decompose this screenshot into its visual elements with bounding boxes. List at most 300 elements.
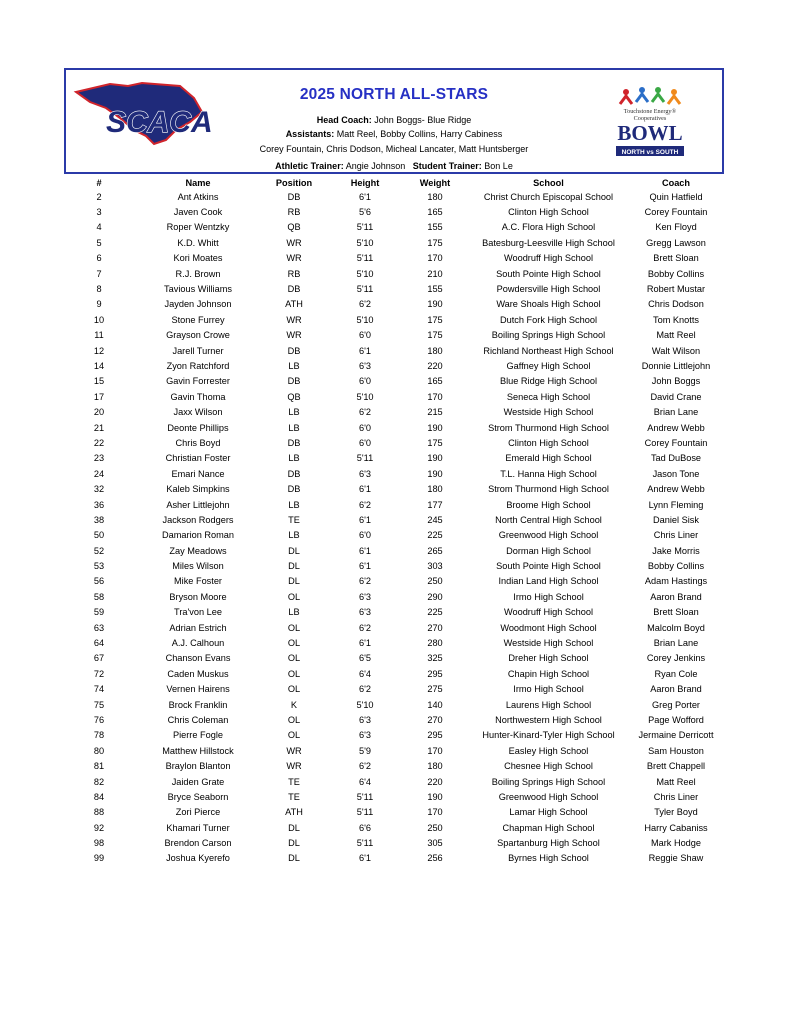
table-row	[60, 574, 725, 589]
player-school: Greenwood High School	[498, 791, 599, 802]
player-coach: Ryan Cole	[654, 668, 698, 679]
player-position: DB	[287, 284, 301, 295]
player-name: Christian Foster	[165, 453, 231, 464]
player-number: 64	[93, 638, 105, 649]
player-school: Woodruff High School	[503, 607, 594, 618]
player-coach: Sam Houston	[648, 745, 704, 756]
player-number: 9	[96, 299, 102, 310]
player-height: 6'1	[359, 345, 371, 356]
player-name: Jarell Turner	[172, 345, 224, 356]
player-name: Zay Meadows	[169, 545, 227, 556]
player-number: 76	[93, 714, 105, 725]
player-name: Pierre Fogle	[172, 730, 224, 741]
player-height: 6'3	[359, 714, 371, 725]
player-number: 67	[93, 653, 105, 664]
player-position: OL	[287, 653, 301, 664]
player-coach: Bobby Collins	[647, 268, 705, 279]
player-number: 11	[94, 330, 104, 341]
player-height: 6'1	[359, 484, 371, 495]
table-row	[60, 297, 725, 312]
player-position: OL	[287, 730, 301, 741]
table-row	[60, 851, 725, 866]
table-row	[60, 543, 725, 558]
player-weight: 305	[427, 838, 443, 849]
table-row	[60, 266, 725, 281]
player-weight: 165	[427, 207, 443, 218]
player-coach: Andrew Webb	[647, 422, 705, 433]
player-height: 6'3	[359, 360, 371, 371]
player-weight: 220	[427, 360, 443, 371]
player-weight: 177	[427, 499, 443, 510]
player-school: Strom Thurmond High School	[488, 484, 609, 495]
player-coach: Gregg Lawson	[646, 237, 706, 248]
player-weight: 155	[427, 222, 443, 233]
player-school: Richland Northeast High School	[483, 345, 614, 356]
player-name: A.J. Calhoun	[171, 638, 225, 649]
col-header-weight: Weight	[419, 177, 451, 188]
player-school: Lamar High School	[509, 807, 588, 818]
player-number: 7	[96, 268, 102, 279]
player-weight: 175	[427, 314, 443, 325]
player-name: Damarion Roman	[162, 530, 234, 541]
player-weight: 265	[427, 545, 443, 556]
player-coach: Chris Liner	[653, 791, 699, 802]
bowl-logo	[612, 84, 688, 162]
player-height: 6'1	[359, 561, 371, 572]
col-header-school: School	[533, 177, 564, 188]
player-position: QB	[287, 222, 301, 233]
player-coach: Brett Sloan	[653, 607, 699, 618]
table-row	[60, 281, 725, 296]
people-figures-icon	[620, 87, 680, 104]
player-name: Deonte Phillips	[167, 422, 229, 433]
player-weight: 190	[427, 299, 443, 310]
table-row	[60, 251, 725, 266]
player-number: 53	[93, 561, 105, 572]
scaca-logo-text: SCACA	[106, 106, 213, 139]
player-height: 6'0	[359, 330, 371, 341]
player-school: Emerald High School	[505, 453, 592, 464]
player-height: 5'11	[356, 253, 374, 264]
player-name: Emari Nance	[171, 468, 225, 479]
player-position: DL	[288, 853, 300, 864]
player-name: Chanson Evans	[165, 653, 231, 664]
bowl-line1: Touchstone Energy®	[623, 108, 677, 115]
table-row	[60, 358, 725, 373]
player-school: T.L. Hanna High School	[500, 468, 597, 479]
player-coach: Jake Morris	[652, 545, 700, 556]
player-school: Woodmont High School	[500, 622, 597, 633]
player-weight: 256	[427, 853, 443, 864]
player-coach: Matt Reel	[656, 776, 696, 787]
player-position: LB	[288, 422, 300, 433]
player-weight: 175	[427, 330, 443, 341]
player-coach: Aaron Brand	[650, 591, 702, 602]
player-name: Stone Furrey	[171, 314, 225, 325]
player-position: WR	[286, 253, 302, 264]
player-weight: 180	[427, 761, 443, 772]
player-number: 75	[93, 699, 105, 710]
player-name: Asher Littlejohn	[166, 499, 230, 510]
player-name: Javen Cook	[173, 207, 223, 218]
player-height: 6'2	[359, 299, 371, 310]
roster-table	[60, 176, 725, 866]
col-header-coach: Coach	[661, 177, 691, 188]
table-row	[60, 820, 725, 835]
player-position: RB	[287, 268, 301, 279]
bowl-word: BOWL	[617, 121, 683, 145]
player-weight: 180	[427, 191, 443, 202]
player-name: Braylon Blanton	[165, 761, 231, 772]
player-number: 82	[93, 776, 105, 787]
player-name: Khamari Turner	[166, 822, 230, 833]
player-position: TE	[288, 776, 300, 787]
player-number: 22	[93, 437, 105, 448]
player-position: WR	[286, 745, 302, 756]
player-name: Mike Foster	[174, 576, 222, 587]
player-number: 32	[93, 484, 105, 495]
athletic-trainer-value: Angie Johnson	[345, 161, 406, 171]
table-row	[60, 682, 725, 697]
player-school: Chapin High School	[507, 668, 590, 679]
player-school: Greenwood High School	[498, 530, 599, 541]
player-weight: 190	[427, 453, 443, 464]
player-position: TE	[288, 791, 300, 802]
player-weight: 275	[427, 684, 443, 695]
table-row	[60, 620, 725, 635]
player-height: 5'6	[359, 207, 371, 218]
player-weight: 170	[427, 253, 443, 264]
player-name: K.D. Whitt	[177, 237, 219, 248]
player-coach: John Boggs	[651, 376, 701, 387]
player-height: 5'9	[359, 745, 371, 756]
table-row	[60, 189, 725, 204]
player-name: Matthew Hillstock	[162, 745, 234, 756]
player-height: 6'3	[359, 468, 371, 479]
player-school: Irmo High School	[513, 684, 584, 695]
player-height: 5'10	[356, 268, 374, 279]
player-height: 6'2	[359, 576, 371, 587]
player-position: DB	[287, 484, 301, 495]
col-header-name: Name	[185, 177, 211, 188]
player-coach: Reggie Shaw	[648, 853, 704, 864]
player-number: 24	[93, 468, 105, 479]
player-position: LB	[288, 499, 300, 510]
table-row	[60, 758, 725, 773]
table-row	[60, 481, 725, 496]
trainers-line	[66, 161, 722, 171]
player-coach: Ken Floyd	[655, 222, 697, 233]
player-position: DL	[288, 545, 300, 556]
player-coach: Harry Cabaniss	[644, 822, 708, 833]
player-name: Zori Pierce	[175, 807, 221, 818]
table-row	[60, 558, 725, 573]
player-weight: 180	[427, 484, 443, 495]
player-weight: 180	[427, 345, 443, 356]
player-school: Laurens High School	[505, 699, 592, 710]
player-number: 78	[93, 730, 105, 741]
player-number: 50	[93, 530, 105, 541]
player-position: DB	[287, 437, 301, 448]
player-number: 2	[96, 191, 102, 202]
player-coach: Mark Hodge	[650, 838, 702, 849]
player-number: 36	[93, 499, 105, 510]
player-number: 92	[93, 822, 105, 833]
player-position: DB	[287, 376, 301, 387]
player-number: 72	[93, 668, 105, 679]
player-weight: 270	[427, 714, 443, 725]
table-row	[60, 835, 725, 850]
player-name: Tra'von Lee	[174, 607, 222, 618]
player-name: Ant Atkins	[177, 191, 219, 202]
player-weight: 250	[427, 576, 443, 587]
player-number: 10	[93, 314, 105, 325]
player-height: 5'11	[356, 838, 374, 849]
player-height: 5'10	[356, 391, 374, 402]
player-number: 74	[93, 684, 105, 695]
player-position: WR	[286, 237, 302, 248]
player-position: WR	[286, 761, 302, 772]
page-title: 2025 NORTH ALL-STARS	[299, 86, 489, 103]
player-coach: Adam Hastings	[644, 576, 708, 587]
player-position: LB	[288, 607, 300, 618]
assistants-label: Assistants:	[285, 129, 335, 139]
player-weight: 245	[427, 514, 443, 525]
col-header-height: Height	[350, 177, 380, 188]
player-school: Westside High School	[503, 638, 594, 649]
player-height: 6'2	[359, 499, 371, 510]
player-name: Kaleb Simpkins	[166, 484, 230, 495]
player-school: Gaffney High School	[506, 360, 591, 371]
player-position: DB	[287, 345, 301, 356]
player-height: 6'0	[359, 422, 371, 433]
player-weight: 325	[427, 653, 443, 664]
player-name: Miles Wilson	[172, 561, 224, 572]
player-coach: Brian Lane	[653, 638, 699, 649]
player-position: K	[290, 699, 298, 710]
player-coach: Corey Fountain	[644, 437, 708, 448]
player-school: Dorman High School	[506, 545, 591, 556]
player-weight: 220	[427, 776, 443, 787]
player-coach: Greg Porter	[652, 699, 700, 710]
table-row	[60, 374, 725, 389]
player-number: 52	[93, 545, 105, 556]
player-number: 8	[96, 284, 102, 295]
player-position: DL	[288, 576, 300, 587]
player-school: Chapman High School	[502, 822, 595, 833]
player-coach: Brett Chappell	[646, 761, 706, 772]
player-name: Joshua Kyerefo	[166, 853, 230, 864]
player-number: 3	[96, 207, 102, 218]
bowl-line2: Cooperatives	[633, 115, 667, 122]
table-row	[60, 605, 725, 620]
player-height: 5'11	[356, 284, 374, 295]
player-school: Byrnes High School	[508, 853, 589, 864]
player-height: 6'1	[359, 638, 371, 649]
player-school: Strom Thurmond High School	[488, 422, 609, 433]
player-school: Christ Church Episcopal School	[483, 191, 614, 202]
player-school: Westside High School	[503, 407, 594, 418]
player-school: Chesnee High School	[504, 761, 593, 772]
player-height: 6'2	[359, 684, 371, 695]
player-school: Dutch Fork High School	[499, 314, 598, 325]
table-row	[60, 697, 725, 712]
player-number: 38	[93, 514, 105, 525]
player-weight: 270	[427, 622, 443, 633]
player-height: 6'5	[359, 653, 371, 664]
player-position: DB	[287, 191, 301, 202]
player-name: Kori Moates	[173, 253, 223, 264]
player-school: Boiling Springs High School	[491, 776, 606, 787]
player-name: Roper Wentzky	[166, 222, 230, 233]
player-height: 5'11	[356, 807, 374, 818]
player-school: A.C. Flora High School	[501, 222, 596, 233]
player-school: South Pointe High School	[496, 268, 601, 279]
player-coach: Chris Dodson	[648, 299, 704, 310]
player-height: 6'2	[359, 761, 371, 772]
player-weight: 170	[427, 391, 443, 402]
player-weight: 140	[427, 699, 443, 710]
player-number: 23	[93, 453, 105, 464]
player-height: 5'10	[356, 237, 374, 248]
player-school: Northwestern High School	[495, 714, 602, 725]
table-row	[60, 774, 725, 789]
table-row	[60, 404, 725, 419]
player-coach: Donnie Littlejohn	[641, 360, 711, 371]
player-name: Gavin Forrester	[166, 376, 230, 387]
player-coach: Brian Lane	[653, 407, 699, 418]
player-coach: Malcolm Boyd	[647, 622, 705, 633]
player-coach: Lynn Fleming	[648, 499, 704, 510]
player-number: 84	[93, 791, 105, 802]
player-height: 6'0	[359, 437, 371, 448]
player-height: 6'4	[359, 776, 371, 787]
player-height: 6'2	[359, 407, 371, 418]
player-name: Gavin Thoma	[170, 391, 226, 402]
player-coach: Daniel Sisk	[653, 514, 699, 525]
player-name: Vernen Hairens	[166, 684, 230, 695]
player-position: LB	[288, 453, 300, 464]
player-name: Jaiden Grate	[171, 776, 225, 787]
table-row	[60, 466, 725, 481]
player-position: OL	[287, 591, 301, 602]
player-position: LB	[288, 407, 300, 418]
player-position: ATH	[285, 299, 303, 310]
player-position: LB	[288, 530, 300, 541]
table-row	[60, 420, 725, 435]
table-row	[60, 743, 725, 758]
table-row	[60, 220, 725, 235]
player-number: 14	[93, 360, 105, 371]
player-height: 6'2	[359, 622, 371, 633]
player-position: DL	[288, 561, 300, 572]
player-coach: Quin Hatfield	[649, 191, 703, 202]
player-position: ATH	[285, 807, 303, 818]
player-weight: 225	[427, 530, 443, 541]
player-number: 4	[96, 222, 102, 233]
player-name: Chris Coleman	[167, 714, 229, 725]
player-weight: 215	[427, 407, 443, 418]
player-name: R.J. Brown	[175, 268, 221, 279]
table-row	[60, 635, 725, 650]
player-number: 80	[93, 745, 105, 756]
player-height: 6'1	[359, 514, 371, 525]
player-coach: Andrew Webb	[647, 484, 705, 495]
player-coach: Walt Wilson	[651, 345, 701, 356]
student-trainer-label: Student Trainer:	[412, 161, 482, 171]
player-position: DL	[288, 838, 300, 849]
player-number: 21	[93, 422, 105, 433]
player-coach: Aaron Brand	[650, 684, 702, 695]
player-height: 6'3	[359, 607, 371, 618]
player-number: 17	[93, 391, 105, 402]
table-header-row	[60, 176, 725, 189]
player-school: Broome High School	[506, 499, 591, 510]
player-school: Dreher High School	[508, 653, 589, 664]
player-number: 81	[93, 761, 105, 772]
player-number: 12	[93, 345, 105, 356]
table-row	[60, 728, 725, 743]
player-position: LB	[288, 360, 300, 371]
player-position: RB	[287, 207, 301, 218]
player-name: Tavious Williams	[164, 284, 232, 295]
table-row	[60, 204, 725, 219]
player-coach: Robert Mustar	[646, 284, 706, 295]
player-weight: 295	[427, 730, 443, 741]
player-position: DL	[288, 822, 300, 833]
player-height: 5'10	[356, 699, 374, 710]
table-row	[60, 497, 725, 512]
col-header-number: #	[96, 177, 102, 188]
player-weight: 303	[427, 561, 443, 572]
player-coach: Brett Sloan	[653, 253, 699, 264]
player-coach: Chris Liner	[653, 530, 699, 541]
student-trainer-value: Bon Le	[484, 161, 513, 171]
player-school: Ware Shoals High School	[496, 299, 601, 310]
player-name: Chris Boyd	[175, 437, 221, 448]
table-row	[60, 651, 725, 666]
player-weight: 190	[427, 422, 443, 433]
player-position: OL	[287, 668, 301, 679]
player-position: WR	[286, 314, 302, 325]
player-school: Indian Land High School	[498, 576, 599, 587]
player-school: Spartanburg High School	[497, 838, 600, 849]
player-school: South Pointe High School	[496, 561, 601, 572]
table-row	[60, 666, 725, 681]
table-row	[60, 235, 725, 250]
player-name: Jaxx Wilson	[173, 407, 223, 418]
player-weight: 175	[427, 237, 443, 248]
player-number: 6	[96, 253, 102, 264]
player-number: 98	[93, 838, 105, 849]
player-school: North Central High School	[495, 514, 602, 525]
player-name: Jayden Johnson	[164, 299, 232, 310]
table-row	[60, 712, 725, 727]
player-height: 6'0	[359, 376, 371, 387]
table-row	[60, 451, 725, 466]
player-weight: 165	[427, 376, 443, 387]
table-row	[60, 789, 725, 804]
player-school: Batesburg-Leesville High School	[482, 237, 615, 248]
head-coach-label: Head Coach:	[316, 115, 372, 125]
player-position: OL	[287, 622, 301, 633]
table-row	[60, 312, 725, 327]
assistants-value: Matt Reel, Bobby Collins, Harry Cabiness	[336, 129, 503, 139]
player-weight: 295	[427, 668, 443, 679]
player-number: 15	[93, 376, 105, 387]
player-coach: Tad DuBose	[650, 453, 702, 464]
player-height: 6'4	[359, 668, 371, 679]
